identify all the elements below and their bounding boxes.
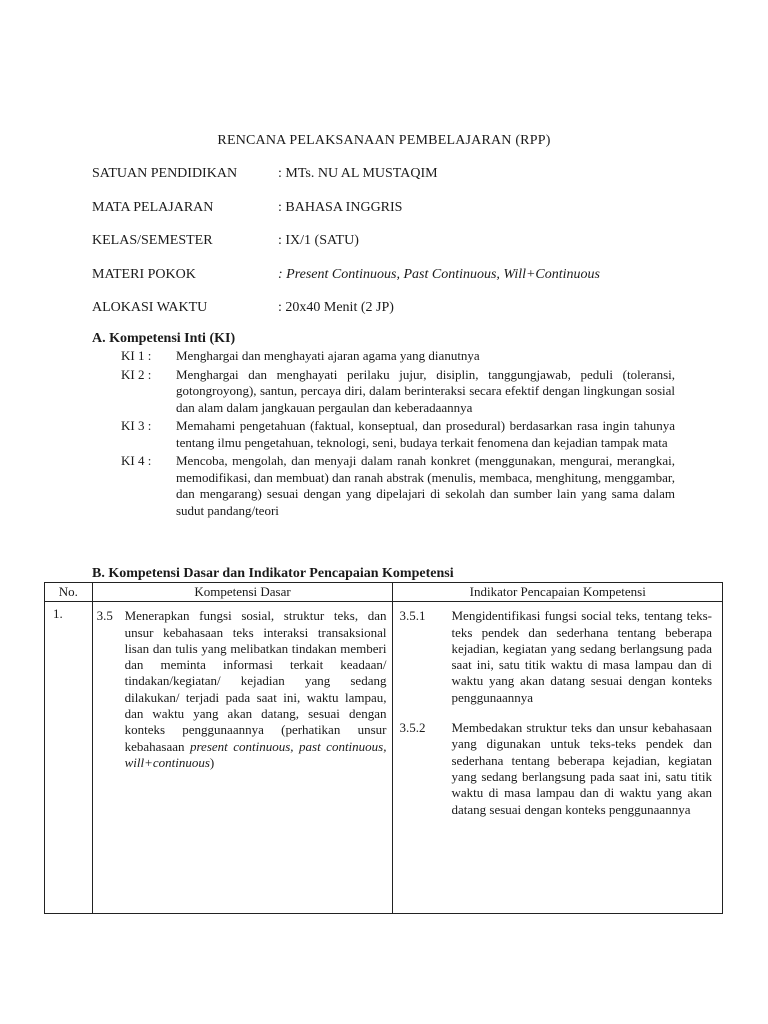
meta-row-satuan bbox=[92, 166, 438, 184]
meta-key: KELAS/SEMESTER bbox=[92, 233, 213, 248]
kd-table bbox=[44, 582, 723, 914]
header-kd: Kompetensi Dasar bbox=[92, 583, 393, 602]
kd-cell bbox=[92, 602, 393, 914]
ki-label: KI 4 : bbox=[121, 453, 152, 468]
meta-row-materi bbox=[92, 267, 600, 285]
row-number: 1. bbox=[45, 602, 93, 914]
indicator-text: Mengidentifikasi fungsi social teks, tentang teks-teks pendek dan sederhana tentang beberapa kejadian, kegiatan yang sedang berlangsung pada saat ini, satu titik waktu di masa lampau dan di waktu yang akan datang sesuai dengan konteks penggunaannya bbox=[451, 608, 712, 705]
ki-label: KI 3 : bbox=[121, 418, 152, 433]
kd-text: Menerapkan fungsi sosial, struktur teks, dan unsur kebahasaan teks interaksi transaksional lisan dan tulis yang melibatkan tindakan memberi dan meminta informasi terkait keadaan/ tindakan/kegiatan/ kejadian yang sedang dilakukan/ terjadi pada saat ini, waktu lampau, dan waktu yang akan datang, sesuai dengan konteks penggunaannya (perhatikan unsur kebahasaan bbox=[124, 608, 387, 754]
ki-text: Menghargai dan menghayati perilaku jujur, disiplin, tanggungjawab, peduli (toleransi, gotongroyong), santun, percaya diri, dalam berinteraksi secara efektif dengan lingkungan sosial dan alam dalam jangkauan pergaulan dan keberadaannya bbox=[176, 366, 675, 415]
ki-list bbox=[121, 348, 675, 521]
ki-label: KI 2 : bbox=[121, 366, 152, 382]
indicator-cell bbox=[393, 602, 723, 914]
table-header-row bbox=[45, 583, 723, 602]
kd-item bbox=[97, 608, 387, 771]
kd-number: 3.5 bbox=[96, 608, 113, 624]
meta-row-kelas bbox=[92, 233, 359, 251]
section-a-heading: A. Kompetensi Inti (KI) bbox=[92, 331, 236, 346]
meta-value: : Present Continuous, Past Continuous, Will+Continuous bbox=[278, 267, 600, 282]
kd-body bbox=[125, 608, 387, 771]
meta-key: MATERI POKOK bbox=[92, 267, 196, 282]
table-row bbox=[45, 602, 723, 914]
meta-key: MATA PELAJARAN bbox=[92, 200, 214, 215]
meta-key: SATUAN PENDIDIKAN bbox=[92, 166, 238, 181]
section-b-heading: B. Kompetensi Dasar dan Indikator Pencapaian Kompetensi bbox=[92, 566, 454, 581]
ki-label: KI 1 : bbox=[121, 348, 152, 363]
meta-key: ALOKASI WAKTU bbox=[92, 300, 208, 315]
ki-text: Memahami pengetahuan (faktual, konseptual, dan prosedural) berdasarkan rasa ingin tahunya tentang ilmu pengetahuan, teknologi, seni, budaya terkait fenomena dan kejadian tampak mata bbox=[176, 418, 675, 450]
ki-item bbox=[121, 418, 675, 451]
indicator-text: Membedakan struktur teks dan unsur kebahasaan yang digunakan untuk teks-teks pendek dan sederhana tentang beberapa kejadian, kegiatan yang sedang berlangsung pada saat ini, satu titik waktu di masa lampau dan di waktu yang akan datang sesuai dengan konteks penggunaannya bbox=[451, 720, 712, 817]
indicator-item bbox=[399, 720, 712, 818]
header-indikator: Indikator Pencapaian Kompetensi bbox=[393, 583, 723, 602]
ki-item bbox=[121, 367, 675, 417]
indicator-item bbox=[399, 608, 712, 706]
ki-item bbox=[121, 453, 675, 519]
header-no: No. bbox=[45, 583, 93, 602]
meta-row-alokasi bbox=[92, 300, 394, 318]
meta-value: : BAHASA INGGRIS bbox=[278, 200, 403, 215]
indicator-number: 3.5.1 bbox=[399, 608, 426, 624]
meta-row-mapel bbox=[92, 200, 402, 218]
document-title: RENCANA PELAKSANAAN PEMBELAJARAN (RPP) bbox=[217, 133, 551, 148]
ki-item bbox=[121, 348, 675, 365]
meta-value: : IX/1 (SATU) bbox=[278, 233, 359, 248]
ki-text: Mencoba, mengolah, dan menyaji dalam ranah konkret (menggunakan, mengurai, merangkai, memodifikasi, dan membuat) dan ranah abstrak (menulis, membaca, menghitung, menggambar, dan mengarang) sesuai dengan yang dipelajari di sekolah dan sumber lain yang sama dalam sudut pandang/teori bbox=[176, 453, 675, 518]
ki-text: Menghargai dan menghayati ajaran agama yang dianutnya bbox=[176, 348, 480, 363]
kd-close: ) bbox=[209, 754, 215, 770]
indicator-number: 3.5.2 bbox=[399, 720, 426, 736]
meta-value: : MTs. NU AL MUSTAQIM bbox=[278, 166, 438, 181]
kd-italic-text: present continuous, past continuous, will+continuous bbox=[124, 738, 387, 770]
meta-value: : 20x40 Menit (2 JP) bbox=[278, 300, 394, 315]
